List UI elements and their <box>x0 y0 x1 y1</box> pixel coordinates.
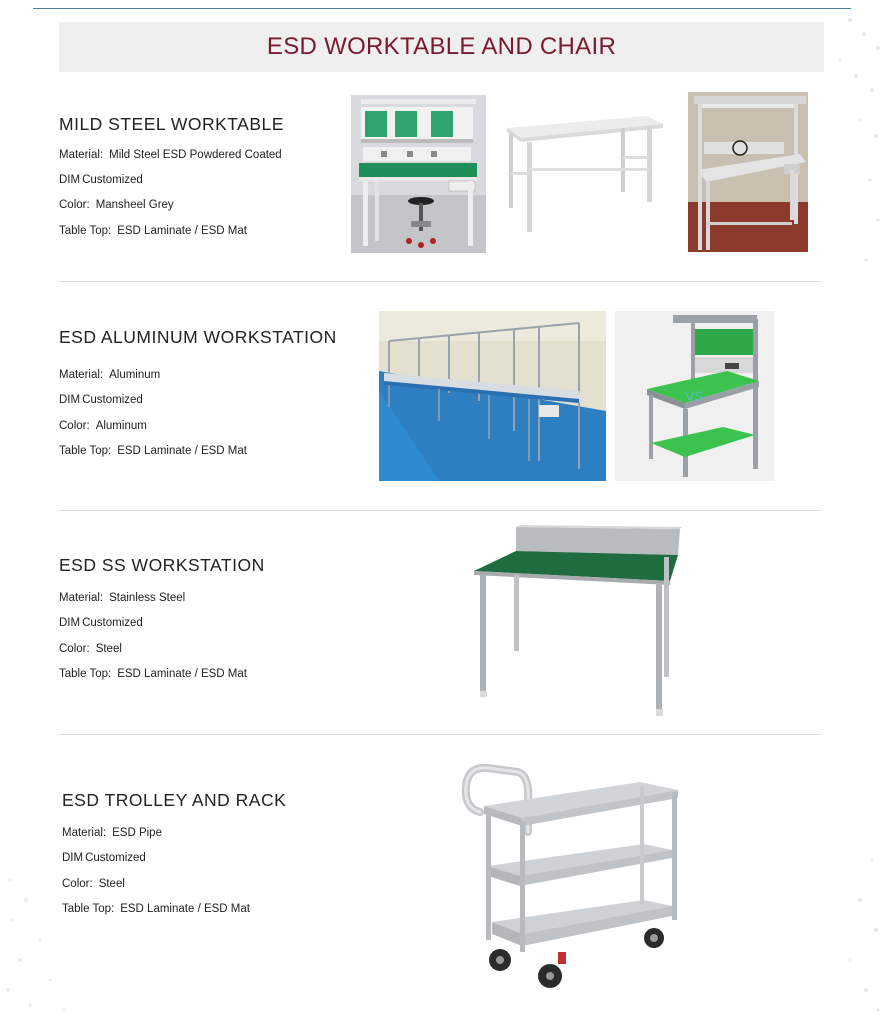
spec-value: ESD Laminate / ESD Mat <box>120 903 250 915</box>
spec-value: Customized <box>82 174 143 186</box>
section-divider <box>59 734 822 735</box>
spec-label: Table Top: <box>59 668 112 680</box>
spec-value: Customized <box>85 852 146 864</box>
spec-label: DIM <box>59 617 81 629</box>
spec-label: Table Top: <box>62 903 115 915</box>
spec-value: ESD Laminate / ESD Mat <box>117 668 247 680</box>
spec-value: Stainless Steel <box>109 592 186 604</box>
section-divider <box>59 510 822 511</box>
spec-color <box>59 420 147 432</box>
spec-value: Customized <box>82 617 143 629</box>
spec-material <box>59 149 282 161</box>
spec-label: DIM <box>59 394 81 406</box>
spec-label: Color: <box>59 199 90 211</box>
spec-table-top <box>59 225 247 237</box>
grey-workstation-photo <box>688 92 808 252</box>
spec-material <box>59 369 160 381</box>
spec-value: Aluminum <box>109 369 161 381</box>
spec-label: Material: <box>59 149 104 161</box>
spec-label: Color: <box>62 878 93 890</box>
section-title: ESD SS WORKSTATION <box>59 555 265 575</box>
spec-value: ESD Laminate / ESD Mat <box>117 225 247 237</box>
white-worktable-photo <box>497 108 667 238</box>
spec-table-top <box>59 668 247 680</box>
green-aluminum-workstation-render <box>615 311 774 481</box>
spec-color <box>59 643 122 655</box>
spec-material <box>62 827 162 839</box>
spec-label: Material: <box>62 827 107 839</box>
spec-label: DIM <box>59 174 81 186</box>
mild-steel-bench-photo <box>351 95 486 253</box>
section-title: MILD STEEL WORKTABLE <box>59 114 284 134</box>
page-title-bar <box>59 22 824 72</box>
spec-label: Table Top: <box>59 445 112 457</box>
spec-table-top <box>62 903 250 915</box>
section-title: ESD ALUMINUM WORKSTATION <box>59 327 337 347</box>
page-title: ESD WORKTABLE AND CHAIR <box>266 33 617 60</box>
spec-dim <box>62 852 146 864</box>
ss-workstation-photo <box>470 525 685 720</box>
spec-label: Color: <box>59 643 90 655</box>
top-rule <box>33 8 851 9</box>
aluminum-workstation-row-photo <box>379 311 606 481</box>
spec-value: ESD Laminate / ESD Mat <box>117 445 247 457</box>
watermark-logo: VS <box>685 388 704 404</box>
steel-trolley-photo <box>458 762 686 997</box>
spec-label: DIM <box>62 852 84 864</box>
spec-value: Customized <box>82 394 143 406</box>
spec-value: Steel <box>95 643 122 655</box>
section-title: ESD TROLLEY AND RACK <box>62 790 287 810</box>
spec-color <box>59 199 174 211</box>
spec-value: Aluminum <box>95 420 147 432</box>
spec-value: Mansheel Grey <box>95 199 174 211</box>
spec-dim <box>59 174 143 186</box>
spec-value: ESD Pipe <box>112 827 162 839</box>
section-divider <box>59 281 822 282</box>
spec-label: Table Top: <box>59 225 112 237</box>
spec-label: Color: <box>59 420 90 432</box>
spec-value: Mild Steel ESD Powdered Coated <box>109 149 282 161</box>
spec-material <box>59 592 185 604</box>
spec-label: Material: <box>59 369 104 381</box>
spec-table-top <box>59 445 247 457</box>
spec-value: Steel <box>98 878 125 890</box>
spec-dim <box>59 394 143 406</box>
spec-color <box>62 878 125 890</box>
spec-label: Material: <box>59 592 104 604</box>
spec-dim <box>59 617 143 629</box>
